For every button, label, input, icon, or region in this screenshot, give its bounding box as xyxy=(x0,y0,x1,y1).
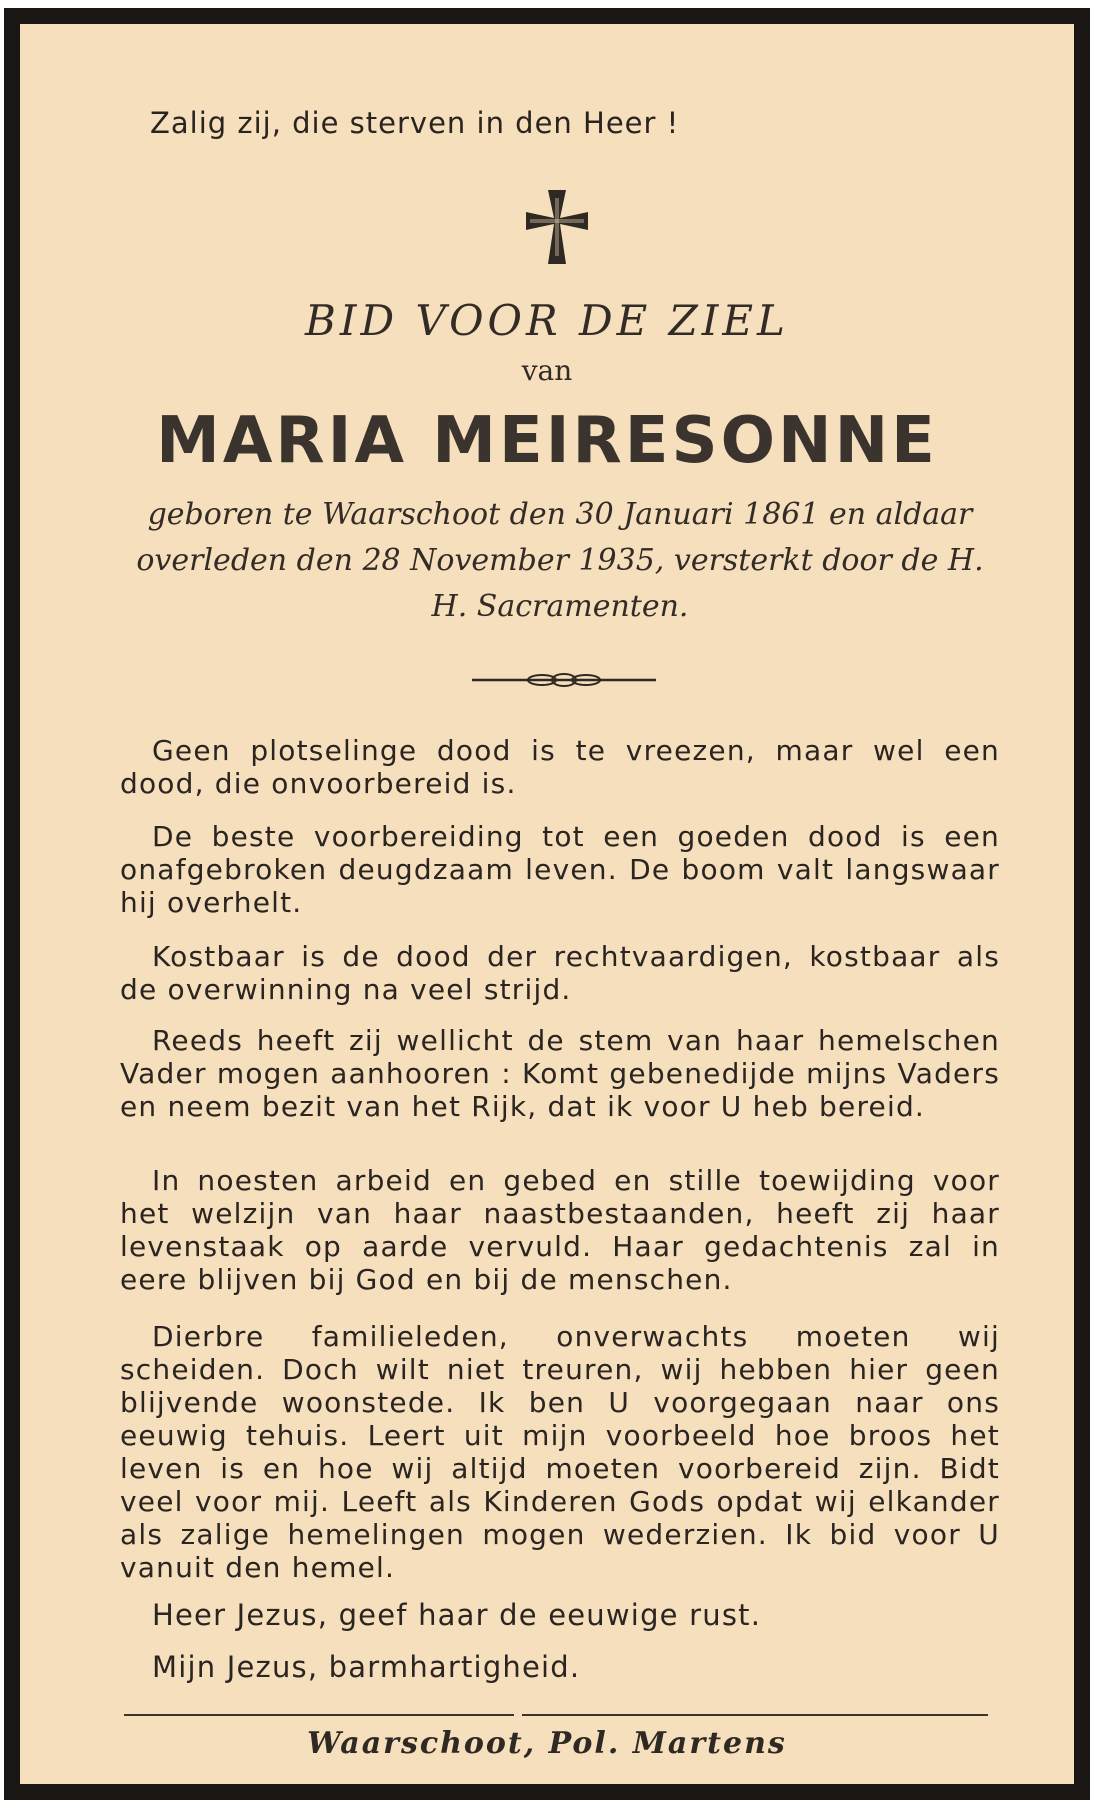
printer-credit: Waarschoot, Pol. Martens xyxy=(307,1726,787,1761)
footer-rule-right xyxy=(522,1714,988,1716)
paragraph-1: Geen plotselinge dood is te vreezen, maar wel een dood, die onvoorbereid is. xyxy=(120,734,1000,800)
prayer-mercy: Mijn Jezus, barmhartigheid. xyxy=(152,1650,581,1684)
memorial-card xyxy=(4,8,1090,1800)
ornamental-divider-icon xyxy=(472,672,656,688)
paragraph-5: In noesten arbeid en gebed en stille toewijding voor het welzijn van haar naastbestaanden, heeft zij haar levenstaak op aarde vervuld. Haar gedachtenis zal in eere blijven bij God en bij de menschen. xyxy=(120,1164,1000,1296)
van-text: van xyxy=(521,354,573,387)
cross-pattee-icon xyxy=(518,188,596,266)
biography: geboren te Waarschoot den 30 Januari 1861 en aldaar overleden den 28 November 1935, versterkt door de H. H. Sacramenten. xyxy=(136,497,984,624)
prayer-rest: Heer Jezus, geef haar de eeuwige rust. xyxy=(152,1598,762,1632)
card-paper xyxy=(20,24,1074,1784)
paragraph-3: Kostbaar is de dood der rechtvaardigen, kostbaar als de overwinning na veel strijd. xyxy=(120,940,1000,1006)
deceased-name: MARIA MEIRESONNE xyxy=(156,404,938,478)
footer-rule-left xyxy=(124,1714,514,1716)
paragraph-6: Dierbre familieleden, onverwachts moeten wij scheiden. Doch wilt niet treuren, wij hebben hier geen blijvende woonstede. Ik ben U voorgegaan naar ons eeuwig tehuis. Leert uit mijn voorbeeld hoe broos het leven is en hoe wij altijd moeten voorbereid zijn. Bidt veel voor mij. Leeft als Kinderen Gods opdat wij elkander als zalige hemelingen mogen wederzien. Ik bid voor U vanuit den hemel. xyxy=(120,1320,1000,1584)
intro-heading: BID VOOR DE ZIEL xyxy=(305,296,789,345)
top-verse: Zalig zij, die sterven in den Heer ! xyxy=(150,106,680,140)
paragraph-2: De beste voorbereiding tot een goeden dood is een onafgebroken deugdzaam leven. De boom valt langswaar hij overhelt. xyxy=(120,820,1000,919)
paragraph-4: Reeds heeft zij wellicht de stem van haar hemelschen Vader mogen aanhooren : Komt gebenedijde mijns Vaders en neem bezit van het Rijk, dat ik voor U heb bereid. xyxy=(120,1024,1000,1123)
